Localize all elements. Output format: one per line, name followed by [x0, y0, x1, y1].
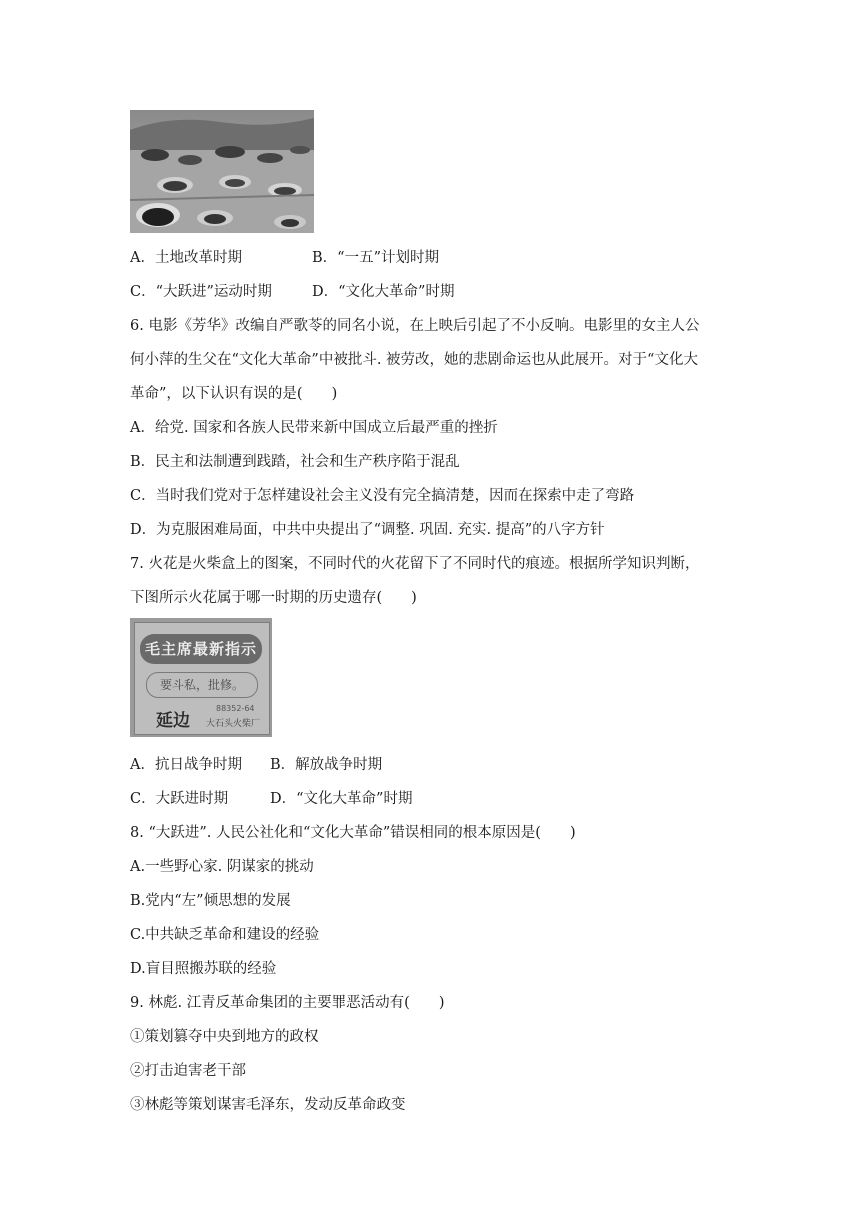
q9-stem: 9. 林彪. 江青反革命集团的主要罪恶活动有( ) — [130, 995, 445, 1011]
q8-option-c[interactable]: C.中共缺乏革命和建设的经验 — [130, 927, 320, 943]
q8-stem: 8. “大跃进”. 人民公社化和“文化大革命”错误相同的根本原因是( ) — [130, 825, 576, 841]
kiln-field-image — [130, 110, 314, 233]
q6-stem-line-3: 革命”，以下认识有误的是( ) — [130, 386, 338, 402]
matchbox-place: 延边 — [156, 711, 190, 731]
q9-item-3: ③林彪等策划谋害毛泽东，发动反革命政变 — [130, 1097, 406, 1113]
q7-option-a[interactable]: A．抗日战争时期 — [130, 757, 242, 773]
q6-option-a[interactable]: A．给党. 国家和各族人民带来新中国成立后最严重的挫折 — [130, 420, 498, 436]
q6-option-d[interactable]: D．为克服困难局面，中共中央提出了“调整. 巩固. 充实. 提高”的八字方针 — [130, 522, 605, 538]
q6-stem-line-1: 6. 电影《芳华》改编自严歌苓的同名小说，在上映后引起了不小反响。电影里的女主人公 — [130, 318, 700, 334]
q6-option-c[interactable]: C．当时我们党对于怎样建设社会主义没有完全搞清楚，因而在探索中走了弯路 — [130, 488, 635, 504]
q8-option-a[interactable]: A.一些野心家. 阴谋家的挑动 — [130, 859, 314, 875]
q8-option-b[interactable]: B.党内“左”倾思想的发展 — [130, 893, 291, 909]
matchbox-quote: 要斗私，批修。 — [146, 672, 258, 698]
q5-option-d[interactable]: D．“文化大革命”时期 — [312, 284, 455, 300]
matchbox-factory: 大石头火柴厂 — [206, 719, 261, 729]
q7-option-c[interactable]: C．大跃进时期 — [130, 791, 229, 807]
q7-option-d[interactable]: D．“文化大革命”时期 — [270, 791, 413, 807]
q5-option-c[interactable]: C．“大跃进”运动时期 — [130, 284, 272, 300]
q7-stem-line-2: 下图所示火花属于哪一时期的历史遗存( ) — [130, 590, 417, 606]
q5-option-b[interactable]: B．“一五”计划时期 — [312, 250, 439, 266]
q8-option-d[interactable]: D.盲目照搬苏联的经验 — [130, 961, 277, 977]
q5-option-a[interactable]: A．土地改革时期 — [130, 250, 242, 266]
q7-matchbox-label — [130, 618, 272, 737]
q7-stem-line-1: 7. 火花是火柴盒上的图案，不同时代的火花留下了不同时代的痕迹。根据所学知识判断， — [130, 556, 700, 572]
q9-item-2: ②打击迫害老干部 — [130, 1063, 246, 1079]
q7-option-b[interactable]: B．解放战争时期 — [270, 757, 383, 773]
q6-stem-line-2: 何小萍的生父在“文化大革命”中被批斗. 被劳改，她的悲剧命运也从此展开。对于“文化大 — [130, 352, 698, 368]
matchbox-code: 88352-64 — [216, 704, 255, 713]
q5-landscape-photo — [130, 110, 314, 233]
q6-option-b[interactable]: B．民主和法制遭到践踏，社会和生产秩序陷于混乱 — [130, 454, 460, 470]
matchbox-banner: 毛主席最新指示 — [140, 634, 262, 664]
q9-item-1: ①策划篡夺中央到地方的政权 — [130, 1029, 319, 1045]
